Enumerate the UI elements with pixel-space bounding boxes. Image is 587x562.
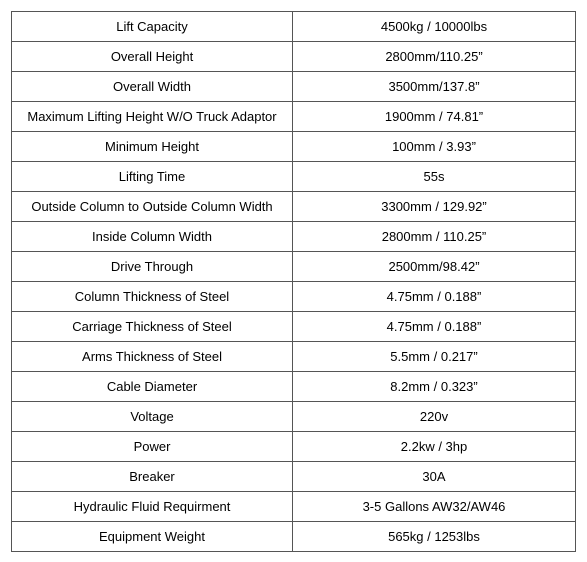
spec-label: Minimum Height (12, 132, 293, 162)
spec-value: 220v (293, 402, 576, 432)
table-row-hydraulic-fluid (12, 492, 576, 522)
spec-value: 3500mm/137.8” (293, 72, 576, 102)
spec-value: 4.75mm / 0.188” (293, 282, 576, 312)
table-row-overall-height (12, 42, 576, 72)
table-row-max-lifting-height (12, 102, 576, 132)
spec-label: Hydraulic Fluid Requirment (12, 492, 293, 522)
spec-label: Maximum Lifting Height W/O Truck Adaptor (12, 102, 293, 132)
spec-label: Lift Capacity (12, 12, 293, 42)
table-row-lifting-time (12, 162, 576, 192)
spec-label: Voltage (12, 402, 293, 432)
spec-label: Arms Thickness of Steel (12, 342, 293, 372)
spec-value: 4.75mm / 0.188” (293, 312, 576, 342)
spec-label: Equipment Weight (12, 522, 293, 552)
spec-value: 565kg / 1253lbs (293, 522, 576, 552)
spec-label: Cable Diameter (12, 372, 293, 402)
table-row-cable-diameter (12, 372, 576, 402)
table-row-drive-through (12, 252, 576, 282)
table-row-breaker (12, 462, 576, 492)
table-row-minimum-height (12, 132, 576, 162)
spec-label: Power (12, 432, 293, 462)
table-row-lift-capacity (12, 12, 576, 42)
spec-value: 2.2kw / 3hp (293, 432, 576, 462)
spec-value: 8.2mm / 0.323” (293, 372, 576, 402)
spec-label: Column Thickness of Steel (12, 282, 293, 312)
table-row-overall-width (12, 72, 576, 102)
spec-value: 2800mm/110.25” (293, 42, 576, 72)
table-row-outside-column-width (12, 192, 576, 222)
spec-value: 55s (293, 162, 576, 192)
table-row-voltage (12, 402, 576, 432)
spec-label: Drive Through (12, 252, 293, 282)
table-row-inside-column-width (12, 222, 576, 252)
spec-value: 1900mm / 74.81” (293, 102, 576, 132)
specifications-table (11, 11, 576, 552)
table-row-equipment-weight (12, 522, 576, 552)
spec-label: Overall Height (12, 42, 293, 72)
table-row-column-thickness (12, 282, 576, 312)
spec-value: 5.5mm / 0.217” (293, 342, 576, 372)
table-row-power (12, 432, 576, 462)
table-row-arms-thickness (12, 342, 576, 372)
spec-value: 2500mm/98.42” (293, 252, 576, 282)
spec-value: 3300mm / 129.92” (293, 192, 576, 222)
spec-value: 100mm / 3.93” (293, 132, 576, 162)
table-row-carriage-thickness (12, 312, 576, 342)
spec-label: Carriage Thickness of Steel (12, 312, 293, 342)
spec-label: Lifting Time (12, 162, 293, 192)
spec-value: 3-5 Gallons AW32/AW46 (293, 492, 576, 522)
spec-value: 2800mm / 110.25” (293, 222, 576, 252)
spec-label: Inside Column Width (12, 222, 293, 252)
spec-label: Breaker (12, 462, 293, 492)
spec-value: 30A (293, 462, 576, 492)
spec-label: Overall Width (12, 72, 293, 102)
spec-label: Outside Column to Outside Column Width (12, 192, 293, 222)
spec-value: 4500kg / 10000lbs (293, 12, 576, 42)
